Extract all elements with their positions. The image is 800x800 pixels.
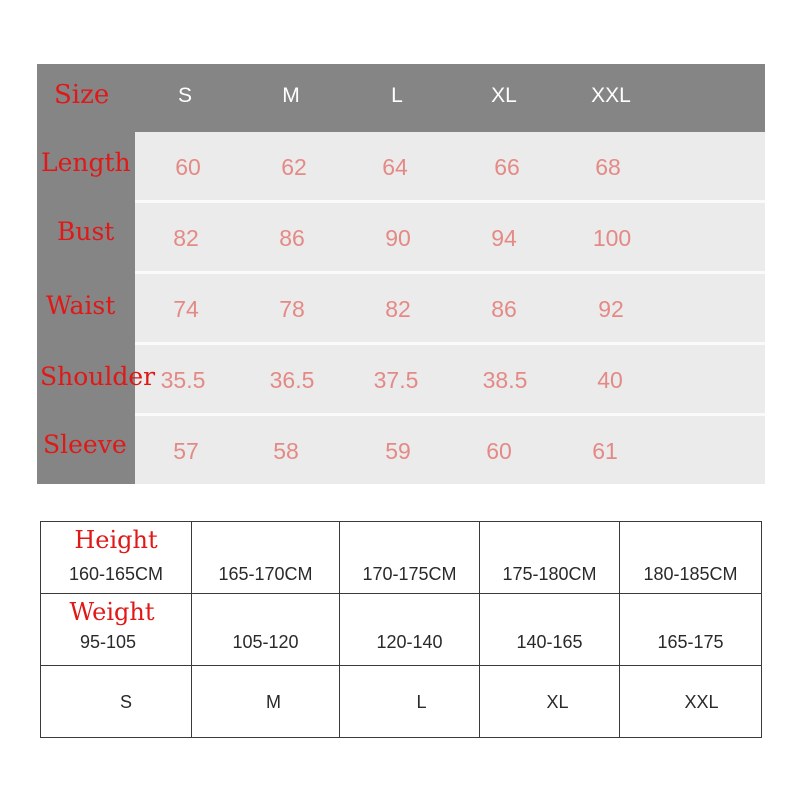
row-label-sleeve: Sleeve xyxy=(43,430,127,459)
size-value: L xyxy=(416,692,427,712)
weight-value: 105-120 xyxy=(232,632,299,652)
table-cell xyxy=(340,522,480,594)
row-label-length: Length xyxy=(41,148,131,177)
size-col-s: S xyxy=(177,84,193,107)
table-cell: 82 xyxy=(173,225,199,251)
size-header-row xyxy=(37,64,765,132)
height-value: 165-170CM xyxy=(218,564,313,584)
table-cell xyxy=(192,594,340,666)
table-cell: 100 xyxy=(592,225,632,251)
table-cell: 60 xyxy=(175,154,201,180)
table-cell: 37.5 xyxy=(373,367,419,393)
table-cell: 66 xyxy=(494,154,520,180)
table-cell xyxy=(41,666,192,738)
height-value: 175-180CM xyxy=(502,564,597,584)
table-cell xyxy=(41,522,192,594)
table-cell: 60 xyxy=(486,438,512,464)
height-value: 160-165CM xyxy=(68,564,164,584)
size-col-xxl: XXL xyxy=(591,84,631,107)
table-cell xyxy=(480,666,620,738)
row-label-waist: Waist xyxy=(46,291,116,320)
weight-value: 140-165 xyxy=(516,632,583,652)
table-row-height xyxy=(41,522,762,594)
table-row-shoulder xyxy=(135,345,765,413)
table-cell xyxy=(480,594,620,666)
table-cell xyxy=(480,522,620,594)
weight-value: 95-105 xyxy=(79,632,137,652)
table-row-bust xyxy=(135,203,765,271)
height-value: 180-185CM xyxy=(643,564,738,584)
table-cell: 62 xyxy=(281,154,307,180)
table-cell: 64 xyxy=(382,154,408,180)
table-cell: 74 xyxy=(173,296,199,322)
table-cell: 58 xyxy=(273,438,299,464)
row-label-bust: Bust xyxy=(57,217,115,246)
size-col-l: L xyxy=(391,84,403,107)
size-col-m: M xyxy=(282,84,300,107)
table-cell xyxy=(620,594,762,666)
table-cell: 40 xyxy=(597,367,623,393)
table-cell: 86 xyxy=(279,225,305,251)
table-cell xyxy=(41,594,192,666)
table-row-length xyxy=(135,132,765,200)
table-cell xyxy=(620,666,762,738)
table-cell: 36.5 xyxy=(269,367,315,393)
table-cell xyxy=(192,522,340,594)
size-value: M xyxy=(266,692,281,712)
size-data-area xyxy=(135,132,765,484)
height-label: Height xyxy=(74,526,158,554)
size-value: XL xyxy=(546,692,569,712)
size-value: S xyxy=(119,692,132,712)
size-col-xl: XL xyxy=(491,84,517,107)
size-header-label: Size xyxy=(54,80,110,110)
table-row-weight xyxy=(41,594,762,666)
table-cell xyxy=(620,522,762,594)
table-cell: 92 xyxy=(598,296,624,322)
table-cell: 82 xyxy=(385,296,411,322)
size-value: XXL xyxy=(684,692,719,712)
table-row-size xyxy=(41,666,762,738)
table-cell: 94 xyxy=(491,225,517,251)
fit-chart xyxy=(40,521,762,738)
table-cell: 90 xyxy=(385,225,411,251)
table-cell xyxy=(192,666,340,738)
table-row-sleeve xyxy=(135,416,765,484)
height-value: 170-175CM xyxy=(362,564,457,584)
table-cell: 68 xyxy=(595,154,621,180)
table-cell: 38.5 xyxy=(482,367,528,393)
table-cell: 78 xyxy=(279,296,305,322)
table-row-waist xyxy=(135,274,765,342)
table-cell: 35.5 xyxy=(160,367,206,393)
table-cell: 86 xyxy=(491,296,517,322)
weight-label: Weight xyxy=(69,598,155,626)
table-cell: 59 xyxy=(385,438,411,464)
row-label-shoulder: Shoulder xyxy=(40,362,156,391)
table-cell xyxy=(340,666,480,738)
size-chart xyxy=(37,64,765,484)
table-cell xyxy=(340,594,480,666)
table-cell: 61 xyxy=(592,438,618,464)
weight-value: 165-175 xyxy=(657,632,724,652)
weight-value: 120-140 xyxy=(376,632,443,652)
table-cell: 57 xyxy=(173,438,199,464)
